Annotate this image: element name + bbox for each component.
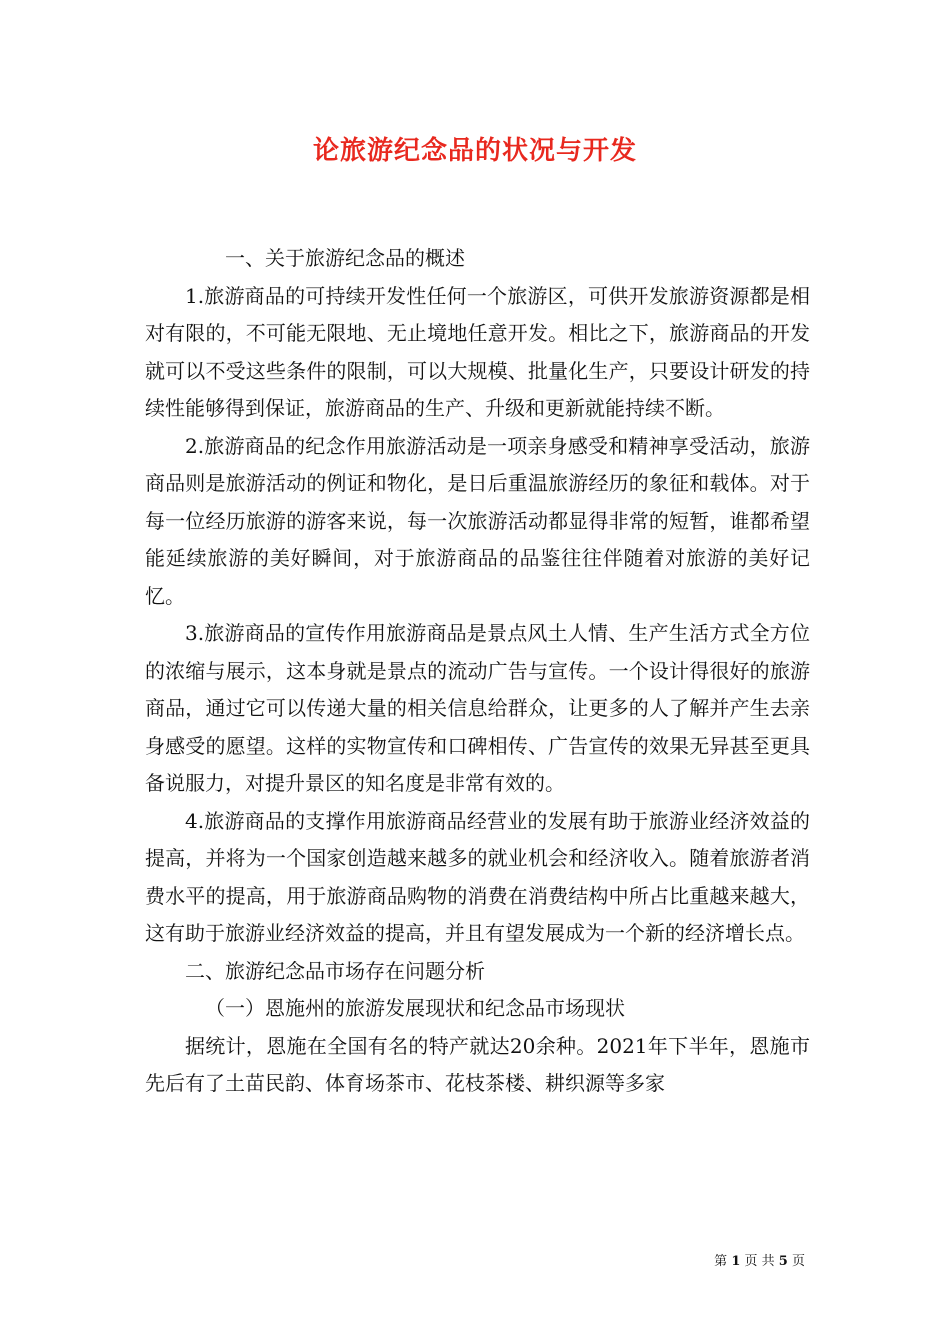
page-footer bbox=[714, 1250, 805, 1269]
section-heading-1: 一、关于旅游纪念品的概述 bbox=[225, 246, 465, 270]
section-heading-2: 二、旅游纪念品市场存在问题分析 bbox=[185, 958, 485, 983]
footer-total-pages: 5 bbox=[778, 1254, 788, 1269]
paragraph-5: 据统计，恩施在全国有名的特产就达20余种。2021年下半年，恩施市先后有了土苗民韵、体育场茶市、花枝茶楼、耕织源等多家 bbox=[145, 1033, 810, 1095]
document-body bbox=[145, 240, 810, 1103]
subsection-heading-1: （一）恩施州的旅游发展现状和纪念品市场现状 bbox=[205, 996, 625, 1020]
footer-prefix: 第 bbox=[714, 1254, 728, 1269]
footer-suffix: 页 bbox=[791, 1254, 805, 1269]
paragraph-3: 3.旅游商品的宣传作用旅游商品是景点风土人情、生产生活方式全方位的浓缩与展示，这本身就是景点的流动广告与宣传。一个设计得很好的旅游商品，通过它可以传递大量的相关信息给群众，让更多的人了解并产生去亲身感受的愿望。这样的实物宣传和口碑相传、广告宣传的效果无异甚至更具备说服力，对提升景区的知名度是非常有效的。 bbox=[145, 621, 810, 795]
footer-current-page: 1 bbox=[731, 1254, 741, 1269]
paragraph-2: 2.旅游商品的纪念作用旅游活动是一项亲身感受和精神享受活动，旅游商品则是旅游活动的例证和物化，是日后重温旅游经历的象征和载体。对于每一位经历旅游的游客来说，每一次旅游活动都显得非常的短暂，谁都希望能延续旅游的美好瞬间，对于旅游商品的品鉴往往伴随着对旅游的美好记忆。 bbox=[145, 433, 810, 608]
paragraph-1: 1.旅游商品的可持续开发性任何一个旅游区，可供开发旅游资源都是相对有限的，不可能无限地、无止境地任意开发。相比之下，旅游商品的开发就可以不受这些条件的限制，可以大规模、批量化生产，只要设计研发的持续性能够得到保证，旅游商品的生产、升级和更新就能持续不断。 bbox=[145, 283, 810, 420]
footer-middle: 页 共 bbox=[744, 1254, 775, 1269]
paragraph-4: 4.旅游商品的支撑作用旅游商品经营业的发展有助于旅游业经济效益的提高，并将为一个国家创造越来越多的就业机会和经济收入。随着旅游者消费水平的提高，用于旅游商品购物的消费在消费结构中所占比重越来越大，这有助于旅游业经济效益的提高，并且有望发展成为一个新的经济增长点。 bbox=[145, 808, 810, 945]
document-title: 论旅游纪念品的状况与开发 bbox=[312, 136, 637, 166]
